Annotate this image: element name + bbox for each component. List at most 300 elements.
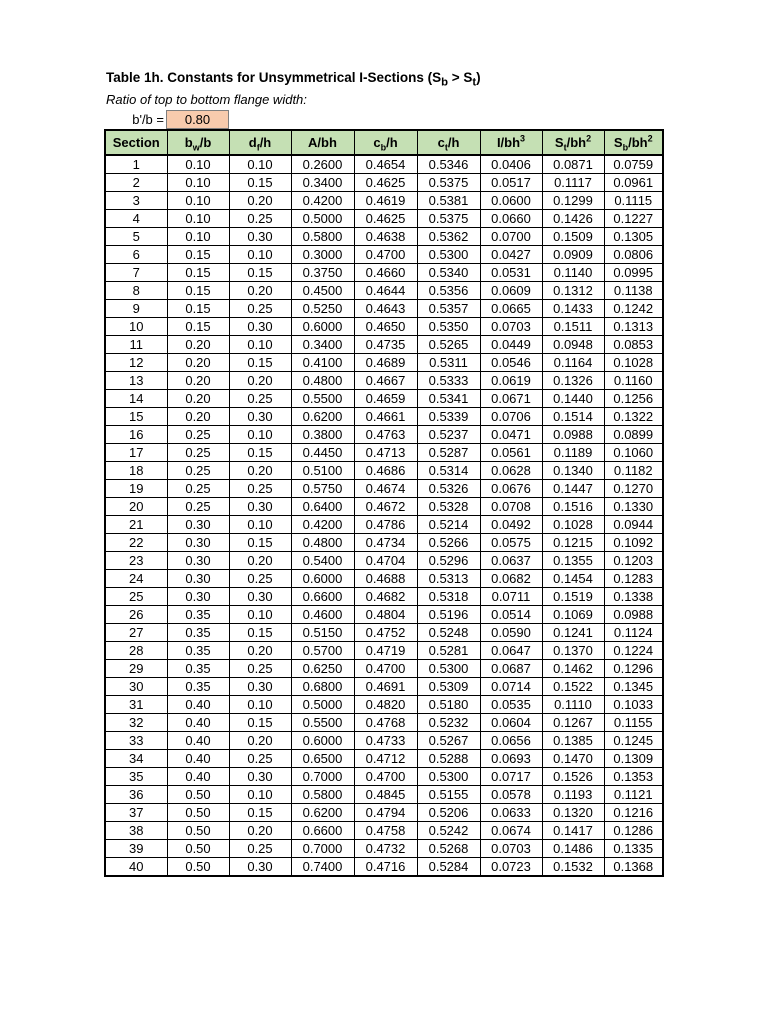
- table-cell: 16: [105, 426, 167, 444]
- table-cell: 0.3400: [291, 174, 354, 192]
- table-cell: 0.0676: [480, 480, 542, 498]
- table-row: [105, 246, 663, 264]
- table-cell: 0.0633: [480, 804, 542, 822]
- table-cell: 0.30: [167, 516, 229, 534]
- table-cell: 32: [105, 714, 167, 732]
- table-cell: 9: [105, 300, 167, 318]
- table-cell: 0.20: [229, 462, 291, 480]
- table-cell: 0.30: [229, 228, 291, 246]
- table-cell: 0.1121: [604, 786, 663, 804]
- table-cell: 0.40: [167, 750, 229, 768]
- table-cell: 0.25: [229, 570, 291, 588]
- table-title: Table 1h. Constants for Unsymmetrical I-Sections $(S_b > S_t)$: [106, 70, 481, 89]
- table-cell: 0.1454: [542, 570, 604, 588]
- table-cell: 0.0988: [542, 426, 604, 444]
- table-cell: 0.5150: [291, 624, 354, 642]
- table-cell: 0.1486: [542, 840, 604, 858]
- table-cell: 0.20: [167, 336, 229, 354]
- table-cell: 0.1509: [542, 228, 604, 246]
- table-cell: 0.30: [229, 858, 291, 877]
- table-cell: 0.30: [167, 552, 229, 570]
- table-row: [105, 696, 663, 714]
- table-cell: 0.1256: [604, 390, 663, 408]
- table-cell: 0.25: [229, 210, 291, 228]
- table-cell: 0.1433: [542, 300, 604, 318]
- column-header: $c_b/h$: [354, 130, 417, 155]
- table-cell: 0.5314: [417, 462, 480, 480]
- table-cell: 0.5346: [417, 155, 480, 174]
- table-cell: 33: [105, 732, 167, 750]
- table-cell: 0.15: [229, 444, 291, 462]
- table-cell: 0.1519: [542, 588, 604, 606]
- table-cell: 34: [105, 750, 167, 768]
- table-cell: 0.1330: [604, 498, 663, 516]
- table-cell: 0.4716: [354, 858, 417, 877]
- table-cell: 0.6000: [291, 570, 354, 588]
- table-cell: 0.0517: [480, 174, 542, 192]
- table-cell: 0.25: [229, 840, 291, 858]
- table-cell: 0.0604: [480, 714, 542, 732]
- table-cell: 0.25: [167, 426, 229, 444]
- table-cell: 0.5339: [417, 408, 480, 426]
- table-cell: 24: [105, 570, 167, 588]
- table-cell: 0.20: [167, 372, 229, 390]
- table-cell: 0.4654: [354, 155, 417, 174]
- table-cell: 0.1242: [604, 300, 663, 318]
- table-cell: 0.15: [167, 282, 229, 300]
- table-cell: 18: [105, 462, 167, 480]
- table-cell: 0.0471: [480, 426, 542, 444]
- table-cell: 0.6200: [291, 804, 354, 822]
- table-cell: 0.0759: [604, 155, 663, 174]
- table-row: [105, 840, 663, 858]
- table-cell: 0.5362: [417, 228, 480, 246]
- table-cell: 0.0693: [480, 750, 542, 768]
- table-cell: 0.4820: [354, 696, 417, 714]
- table-row: [105, 534, 663, 552]
- table-cell: 0.5281: [417, 642, 480, 660]
- column-header: $S_t/bh^2$: [542, 130, 604, 155]
- table-row: [105, 390, 663, 408]
- table-cell: 0.20: [229, 822, 291, 840]
- table-cell: 0.10: [167, 155, 229, 174]
- table-row: [105, 822, 663, 840]
- table-cell: 0.20: [167, 354, 229, 372]
- table-cell: 8: [105, 282, 167, 300]
- table-cell: 0.4713: [354, 444, 417, 462]
- table-cell: 11: [105, 336, 167, 354]
- table-cell: 0.15: [229, 804, 291, 822]
- table-cell: 0.4619: [354, 192, 417, 210]
- table-cell: 0.1296: [604, 660, 663, 678]
- table-cell: 0.0711: [480, 588, 542, 606]
- table-cell: 0.0948: [542, 336, 604, 354]
- table-cell: 0.1532: [542, 858, 604, 877]
- table-cell: 0.0619: [480, 372, 542, 390]
- flange-ratio-input-cell[interactable]: 0.80: [166, 110, 229, 129]
- table-cell: 0.1322: [604, 408, 663, 426]
- table-cell: 0.20: [167, 390, 229, 408]
- table-cell: 0.1033: [604, 696, 663, 714]
- table-cell: 0.1124: [604, 624, 663, 642]
- table-row: [105, 606, 663, 624]
- table-cell: 0.5400: [291, 552, 354, 570]
- table-cell: 0.15: [229, 174, 291, 192]
- table-cell: 0.1370: [542, 642, 604, 660]
- table-cell: 0.5284: [417, 858, 480, 877]
- table-cell: 0.4719: [354, 642, 417, 660]
- table-cell: 0.50: [167, 822, 229, 840]
- table-cell: 0.0714: [480, 678, 542, 696]
- table-cell: 0.20: [229, 282, 291, 300]
- table-cell: 0.0703: [480, 318, 542, 336]
- table-cell: 12: [105, 354, 167, 372]
- table-row: [105, 570, 663, 588]
- table-cell: 0.4625: [354, 174, 417, 192]
- table-cell: 0.0427: [480, 246, 542, 264]
- table-cell: 0.25: [229, 300, 291, 318]
- table-cell: 3: [105, 192, 167, 210]
- table-row: [105, 228, 663, 246]
- table-cell: 14: [105, 390, 167, 408]
- table-cell: 0.5180: [417, 696, 480, 714]
- table-cell: 0.1522: [542, 678, 604, 696]
- table-cell: 0.1267: [542, 714, 604, 732]
- table-cell: 0.40: [167, 714, 229, 732]
- table-cell: 0.30: [229, 768, 291, 786]
- table-cell: 0.10: [229, 336, 291, 354]
- table-cell: 0.5500: [291, 390, 354, 408]
- table-cell: 0.1417: [542, 822, 604, 840]
- table-cell: 0.15: [229, 714, 291, 732]
- table-cell: 0.30: [167, 570, 229, 588]
- table-cell: 0.1447: [542, 480, 604, 498]
- table-cell: 0.1215: [542, 534, 604, 552]
- table-cell: 0.0406: [480, 155, 542, 174]
- table-cell: 0.10: [229, 246, 291, 264]
- table-cell: 0.4794: [354, 804, 417, 822]
- table-cell: 0.1140: [542, 264, 604, 282]
- table-cell: 0.4625: [354, 210, 417, 228]
- table-row: [105, 624, 663, 642]
- table-cell: 0.4804: [354, 606, 417, 624]
- table-cell: 0.4450: [291, 444, 354, 462]
- table-cell: 0.4732: [354, 840, 417, 858]
- table-cell: 0.0871: [542, 155, 604, 174]
- table-cell: 0.0449: [480, 336, 542, 354]
- table-cell: 0.4667: [354, 372, 417, 390]
- table-cell: 0.1224: [604, 642, 663, 660]
- table-cell: 0.5268: [417, 840, 480, 858]
- table-cell: 0.5000: [291, 210, 354, 228]
- table-cell: 0.40: [167, 768, 229, 786]
- table-cell: 0.5296: [417, 552, 480, 570]
- table-cell: 0.5300: [417, 768, 480, 786]
- table-cell: 0.7400: [291, 858, 354, 877]
- table-cell: 0.30: [167, 588, 229, 606]
- table-cell: 0.5350: [417, 318, 480, 336]
- table-cell: 17: [105, 444, 167, 462]
- table-cell: 30: [105, 678, 167, 696]
- table-cell: 0.25: [167, 498, 229, 516]
- table-row: [105, 678, 663, 696]
- table-cell: 0.5375: [417, 174, 480, 192]
- table-cell: 0.5196: [417, 606, 480, 624]
- table-cell: 0.20: [229, 192, 291, 210]
- table-cell: 0.4734: [354, 534, 417, 552]
- table-cell: 0.4758: [354, 822, 417, 840]
- table-cell: 0.10: [167, 228, 229, 246]
- table-cell: 0.5375: [417, 210, 480, 228]
- table-cell: 0.1060: [604, 444, 663, 462]
- table-cell: 0.6200: [291, 408, 354, 426]
- table-cell: 0.5267: [417, 732, 480, 750]
- table-cell: 0.5288: [417, 750, 480, 768]
- table-cell: 0.1462: [542, 660, 604, 678]
- table-cell: 5: [105, 228, 167, 246]
- table-cell: 29: [105, 660, 167, 678]
- table-cell: 39: [105, 840, 167, 858]
- table-cell: 0.0546: [480, 354, 542, 372]
- table-cell: 0.1353: [604, 768, 663, 786]
- table-cell: 0.30: [229, 498, 291, 516]
- table-cell: 0.20: [229, 732, 291, 750]
- table-cell: 0.1368: [604, 858, 663, 877]
- table-body: [105, 155, 663, 876]
- table-cell: 0.1309: [604, 750, 663, 768]
- table-cell: 6: [105, 246, 167, 264]
- table-row: [105, 660, 663, 678]
- table-cell: 0.1203: [604, 552, 663, 570]
- table-cell: 0.4100: [291, 354, 354, 372]
- table-cell: 0.0665: [480, 300, 542, 318]
- table-cell: 0.1516: [542, 498, 604, 516]
- table-cell: 0.5300: [417, 246, 480, 264]
- table-cell: 4: [105, 210, 167, 228]
- table-cell: 0.5800: [291, 228, 354, 246]
- table-cell: 0.6000: [291, 318, 354, 336]
- table-row: [105, 786, 663, 804]
- table-cell: 0.10: [229, 696, 291, 714]
- table-cell: 0.1270: [604, 480, 663, 498]
- table-cell: 0.5300: [417, 660, 480, 678]
- table-cell: 0.1138: [604, 282, 663, 300]
- table-cell: 0.0628: [480, 462, 542, 480]
- table-cell: 0.5265: [417, 336, 480, 354]
- table-cell: 0.3800: [291, 426, 354, 444]
- table-row: [105, 264, 663, 282]
- table-cell: 7: [105, 264, 167, 282]
- table-cell: 0.0660: [480, 210, 542, 228]
- table-cell: 0.1312: [542, 282, 604, 300]
- table-cell: 0.4712: [354, 750, 417, 768]
- table-row: [105, 804, 663, 822]
- table-row: [105, 498, 663, 516]
- table-cell: 0.1526: [542, 768, 604, 786]
- table-cell: 0.4500: [291, 282, 354, 300]
- table-cell: 0.5250: [291, 300, 354, 318]
- column-header: $b_w/b$: [167, 130, 229, 155]
- table-cell: 0.1313: [604, 318, 663, 336]
- table-cell: 0.50: [167, 858, 229, 877]
- table-cell: 0.15: [229, 624, 291, 642]
- table-cell: 0.1193: [542, 786, 604, 804]
- table-cell: 37: [105, 804, 167, 822]
- table-cell: 0.4691: [354, 678, 417, 696]
- table-cell: 0.0590: [480, 624, 542, 642]
- table-cell: 0.4644: [354, 282, 417, 300]
- table-cell: 0.1283: [604, 570, 663, 588]
- table-cell: 0.7000: [291, 840, 354, 858]
- table-row: [105, 750, 663, 768]
- table-cell: 0.25: [229, 390, 291, 408]
- table-cell: 0.1160: [604, 372, 663, 390]
- table-cell: 0.0961: [604, 174, 663, 192]
- table-cell: 31: [105, 696, 167, 714]
- table-cell: 0.25: [167, 444, 229, 462]
- table-cell: 28: [105, 642, 167, 660]
- table-cell: 0.10: [167, 174, 229, 192]
- table-cell: 0.1216: [604, 804, 663, 822]
- table-cell: 0.5232: [417, 714, 480, 732]
- table-cell: 0.1326: [542, 372, 604, 390]
- table-cell: 1: [105, 155, 167, 174]
- table-cell: 0.0706: [480, 408, 542, 426]
- table-cell: 0.20: [229, 372, 291, 390]
- table-cell: 0.40: [167, 732, 229, 750]
- table-cell: 0.50: [167, 786, 229, 804]
- table-cell: 0.35: [167, 642, 229, 660]
- table-cell: 0.35: [167, 624, 229, 642]
- table-cell: 0.0944: [604, 516, 663, 534]
- table-cell: 0.0575: [480, 534, 542, 552]
- table-cell: 0.10: [229, 426, 291, 444]
- table-cell: 0.4786: [354, 516, 417, 534]
- table-cell: 0.5000: [291, 696, 354, 714]
- table-cell: 0.4600: [291, 606, 354, 624]
- table-cell: 0.3000: [291, 246, 354, 264]
- table-cell: 0.5242: [417, 822, 480, 840]
- table-cell: 0.0723: [480, 858, 542, 877]
- table-cell: 0.10: [229, 786, 291, 804]
- table-row: [105, 174, 663, 192]
- table-cell: 0.6250: [291, 660, 354, 678]
- table-cell: 0.5333: [417, 372, 480, 390]
- table-cell: 0.35: [167, 678, 229, 696]
- table-cell: 0.35: [167, 660, 229, 678]
- table-cell: 0.4733: [354, 732, 417, 750]
- table-cell: 0.4704: [354, 552, 417, 570]
- table-cell: 0.0671: [480, 390, 542, 408]
- table-cell: 0.1338: [604, 588, 663, 606]
- table-cell: 0.1110: [542, 696, 604, 714]
- table-cell: 19: [105, 480, 167, 498]
- table-cell: 0.4686: [354, 462, 417, 480]
- flange-ratio-caption: Ratio of top to bottom flange width:: [106, 92, 307, 107]
- table-cell: 0.5248: [417, 624, 480, 642]
- table-cell: 0.20: [229, 642, 291, 660]
- table-cell: 0.0806: [604, 246, 663, 264]
- column-header: $d_f/h$: [229, 130, 291, 155]
- table-cell: 0.0687: [480, 660, 542, 678]
- table-row: [105, 642, 663, 660]
- table-cell: 0.1299: [542, 192, 604, 210]
- table-cell: 0.25: [167, 480, 229, 498]
- table-cell: 0.4643: [354, 300, 417, 318]
- table-cell: 0.4688: [354, 570, 417, 588]
- table-cell: 0.6800: [291, 678, 354, 696]
- table-cell: 0.1426: [542, 210, 604, 228]
- table-cell: 0.1305: [604, 228, 663, 246]
- table-cell: 0.0700: [480, 228, 542, 246]
- table-cell: 0.4800: [291, 372, 354, 390]
- table-cell: 0.4660: [354, 264, 417, 282]
- table-cell: 0.4674: [354, 480, 417, 498]
- table-cell: 0.1028: [604, 354, 663, 372]
- table-cell: 35: [105, 768, 167, 786]
- table-cell: 0.4650: [354, 318, 417, 336]
- table-cell: 0.0853: [604, 336, 663, 354]
- table-cell: 27: [105, 624, 167, 642]
- table-cell: 0.1514: [542, 408, 604, 426]
- table-cell: 0.4689: [354, 354, 417, 372]
- table-cell: 0.0682: [480, 570, 542, 588]
- table-cell: 0.4200: [291, 516, 354, 534]
- table-cell: 0.5287: [417, 444, 480, 462]
- table-cell: 0.0514: [480, 606, 542, 624]
- table-cell: 0.10: [229, 155, 291, 174]
- table-cell: 0.0995: [604, 264, 663, 282]
- table-cell: 13: [105, 372, 167, 390]
- table-cell: 0.15: [167, 246, 229, 264]
- table-cell: 0.4700: [354, 246, 417, 264]
- column-header: $S_b/bh^2$: [604, 130, 663, 155]
- table-row: [105, 408, 663, 426]
- table-cell: 0.30: [229, 408, 291, 426]
- table-cell: 21: [105, 516, 167, 534]
- table-cell: 0.0637: [480, 552, 542, 570]
- table-cell: 0.15: [229, 354, 291, 372]
- table-cell: 0.30: [229, 318, 291, 336]
- table-cell: 0.6600: [291, 822, 354, 840]
- table-cell: 0.1092: [604, 534, 663, 552]
- table-cell: 0.5341: [417, 390, 480, 408]
- table-row: [105, 210, 663, 228]
- table-cell: 0.4659: [354, 390, 417, 408]
- table-cell: 0.50: [167, 804, 229, 822]
- table-cell: 0.4845: [354, 786, 417, 804]
- table-cell: 0.5237: [417, 426, 480, 444]
- table-cell: 0.5155: [417, 786, 480, 804]
- table-cell: 0.0674: [480, 822, 542, 840]
- table-row: [105, 354, 663, 372]
- table-cell: 40: [105, 858, 167, 877]
- table-cell: 0.4800: [291, 534, 354, 552]
- table-cell: 0.35: [167, 606, 229, 624]
- table-cell: 0.25: [167, 462, 229, 480]
- table-cell: 0.5500: [291, 714, 354, 732]
- table-cell: 0.1511: [542, 318, 604, 336]
- table-cell: 0.0647: [480, 642, 542, 660]
- table-cell: 0.1189: [542, 444, 604, 462]
- table-cell: 26: [105, 606, 167, 624]
- table-cell: 0.1028: [542, 516, 604, 534]
- table-cell: 0.5214: [417, 516, 480, 534]
- table-cell: 0.1241: [542, 624, 604, 642]
- table-cell: 0.0708: [480, 498, 542, 516]
- table-cell: 0.1470: [542, 750, 604, 768]
- table-row: [105, 462, 663, 480]
